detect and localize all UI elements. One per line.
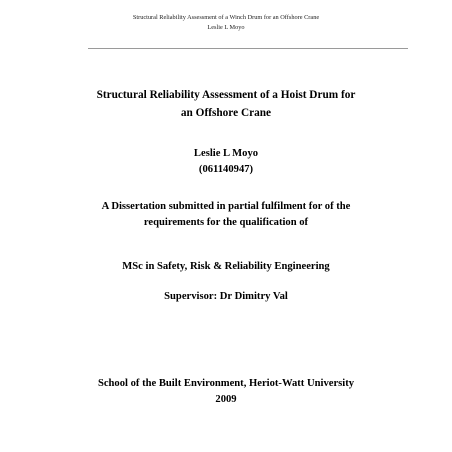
document-title-line-1: Structural Reliability Assessment of a Hoist Drum for (96, 89, 356, 101)
submission-year: 2009 (215, 394, 237, 405)
header-divider (88, 48, 408, 49)
document-title-line-2: an Offshore Crane (180, 107, 272, 119)
running-header-author: Leslie L Moyo (207, 24, 245, 31)
author-block (0, 146, 452, 178)
submission-line-2: requirements for the qualification of (143, 217, 309, 228)
author-name: Leslie L Moyo (193, 148, 259, 159)
supervisor-name: Supervisor: Dr Dimitry Val (164, 291, 288, 302)
institution-block (0, 376, 452, 408)
degree-name: MSc in Safety, Risk & Reliability Engineering (122, 261, 330, 272)
running-header-title: Structural Reliability Assessment of a Winch Drum for an Offshore Crane (132, 14, 320, 21)
submission-line-1: A Dissertation submitted in partial fulfilment for of the (101, 201, 351, 212)
institution-name: School of the Built Environment, Heriot-Watt University (97, 378, 355, 389)
document-title (0, 86, 452, 122)
student-id: (061140947) (198, 164, 254, 175)
submission-statement (0, 199, 452, 231)
